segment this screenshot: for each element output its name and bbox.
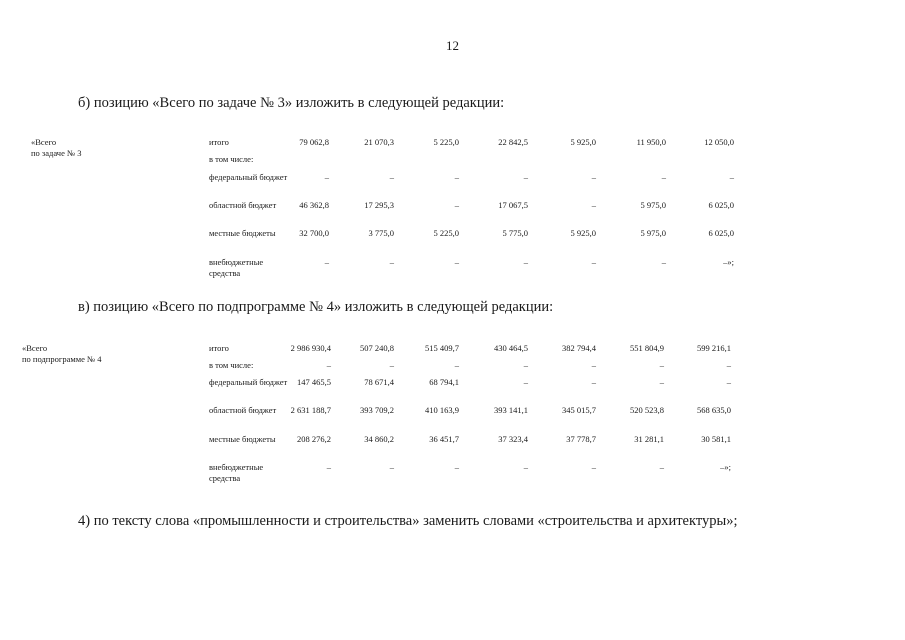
table-cell: 5 925,0 — [570, 228, 596, 238]
table-cell: 520 523,8 — [630, 405, 664, 415]
table-cell: – — [726, 360, 731, 370]
table-cell: 11 950,0 — [636, 137, 666, 147]
table-cell: 430 464,5 — [494, 343, 528, 353]
table-cell: 17 067,5 — [498, 200, 528, 210]
table-cell: – — [523, 462, 528, 472]
table-cell: – — [454, 172, 459, 182]
table-cell: 78 671,4 — [364, 377, 394, 387]
table-title-line1: «Всего — [31, 137, 57, 147]
row-label: итого — [209, 343, 229, 353]
table-cell: 5 225,0 — [433, 228, 459, 238]
table-cell: 22 842,5 — [498, 137, 528, 147]
table-title-line2: по подпрограмме № 4 — [22, 354, 102, 364]
table-cell: 568 635,0 — [697, 405, 731, 415]
table-cell: – — [523, 377, 528, 387]
table-cell: – — [454, 462, 459, 472]
table-cell: 5 925,0 — [570, 137, 596, 147]
table-cell: 507 240,8 — [360, 343, 394, 353]
table-cell: 382 794,4 — [562, 343, 596, 353]
table-cell: – — [454, 360, 459, 370]
paragraph-v: в) позицию «Всего по подпрограмме № 4» изложить в следующей редакции: — [78, 299, 554, 315]
table-cell: 68 794,1 — [429, 377, 459, 387]
table-cell: 5 975,0 — [640, 228, 666, 238]
table-cell: – — [326, 462, 331, 472]
table-cell: 208 276,2 — [297, 434, 331, 444]
table-cell: – — [389, 360, 394, 370]
table-cell: – — [389, 172, 394, 182]
table-cell: – — [523, 360, 528, 370]
table-cell: – — [661, 172, 666, 182]
table-cell: 147 465,5 — [297, 377, 331, 387]
table-cell: – — [591, 257, 596, 267]
table-cell: –»; — [723, 257, 734, 267]
table-cell: – — [454, 257, 459, 267]
table-cell: – — [523, 257, 528, 267]
table-cell: – — [729, 172, 734, 182]
row-label: федеральный бюджет — [209, 377, 288, 387]
table-cell: 2 631 188,7 — [290, 405, 331, 415]
table-cell: 3 775,0 — [368, 228, 394, 238]
paragraph-b: б) позицию «Всего по задаче № 3» изложить в следующей редакции: — [78, 95, 505, 111]
row-label: областной бюджет — [209, 405, 277, 415]
table-cell: – — [591, 377, 596, 387]
table-cell: 2 986 930,4 — [290, 343, 331, 353]
table-cell: 599 216,1 — [697, 343, 731, 353]
table-cell: 410 163,9 — [425, 405, 459, 415]
row-label: местные бюджеты — [209, 434, 276, 444]
table-cell: 34 860,2 — [364, 434, 394, 444]
table-cell: 21 070,3 — [364, 137, 394, 147]
table-cell: 37 323,4 — [498, 434, 528, 444]
table-cell: 32 700,0 — [299, 228, 329, 238]
table-cell: 393 141,1 — [494, 405, 528, 415]
table-cell: 17 295,3 — [364, 200, 394, 210]
row-label: внебюджетные средства — [209, 257, 264, 278]
row-label: итого — [209, 137, 229, 147]
table-cell: 36 451,7 — [429, 434, 459, 444]
table-cell: 79 062,8 — [299, 137, 329, 147]
table-cell: 30 581,1 — [701, 434, 731, 444]
table-cell: – — [726, 377, 731, 387]
table-cell: – — [523, 172, 528, 182]
table-cell: 37 778,7 — [566, 434, 596, 444]
table-cell: 6 025,0 — [708, 200, 734, 210]
table-cell: 551 804,9 — [630, 343, 664, 353]
table-cell: – — [324, 172, 329, 182]
table-cell: – — [591, 172, 596, 182]
row-label: местные бюджеты — [209, 228, 276, 238]
table-cell: 393 709,2 — [360, 405, 394, 415]
table-cell: – — [659, 377, 664, 387]
row-label: в том числе: — [209, 360, 254, 370]
row-label: областной бюджет — [209, 200, 277, 210]
table-cell: – — [324, 257, 329, 267]
table-cell: – — [389, 257, 394, 267]
table-cell: – — [659, 462, 664, 472]
table-cell: – — [591, 462, 596, 472]
table-cell: 345 015,7 — [562, 405, 596, 415]
table-cell: – — [389, 462, 394, 472]
table-cell: 46 362,8 — [299, 200, 329, 210]
table-cell: –»; — [720, 462, 731, 472]
table-cell: 12 050,0 — [704, 137, 734, 147]
table-cell: 31 281,1 — [634, 434, 664, 444]
page-number: 12 — [446, 38, 459, 53]
table-cell: – — [591, 200, 596, 210]
table-cell: 5 975,0 — [640, 200, 666, 210]
paragraph-4: 4) по тексту слова «промышленности и строительства» заменить словами «строительства и архитектуры»; — [78, 513, 738, 529]
table-cell: 6 025,0 — [708, 228, 734, 238]
table-cell: 5 775,0 — [502, 228, 528, 238]
row-label: федеральный бюджет — [209, 172, 288, 182]
table-title-line2: по задаче № 3 — [31, 148, 82, 158]
table-cell: – — [591, 360, 596, 370]
table-cell: – — [659, 360, 664, 370]
table-cell: – — [661, 257, 666, 267]
table-cell: 515 409,7 — [425, 343, 459, 353]
table-title-line1: «Всего — [22, 343, 48, 353]
table-cell: – — [326, 360, 331, 370]
table-cell: – — [454, 200, 459, 210]
row-label: в том числе: — [209, 154, 254, 164]
row-label: внебюджетные средства — [209, 462, 264, 483]
table-cell: 5 225,0 — [433, 137, 459, 147]
